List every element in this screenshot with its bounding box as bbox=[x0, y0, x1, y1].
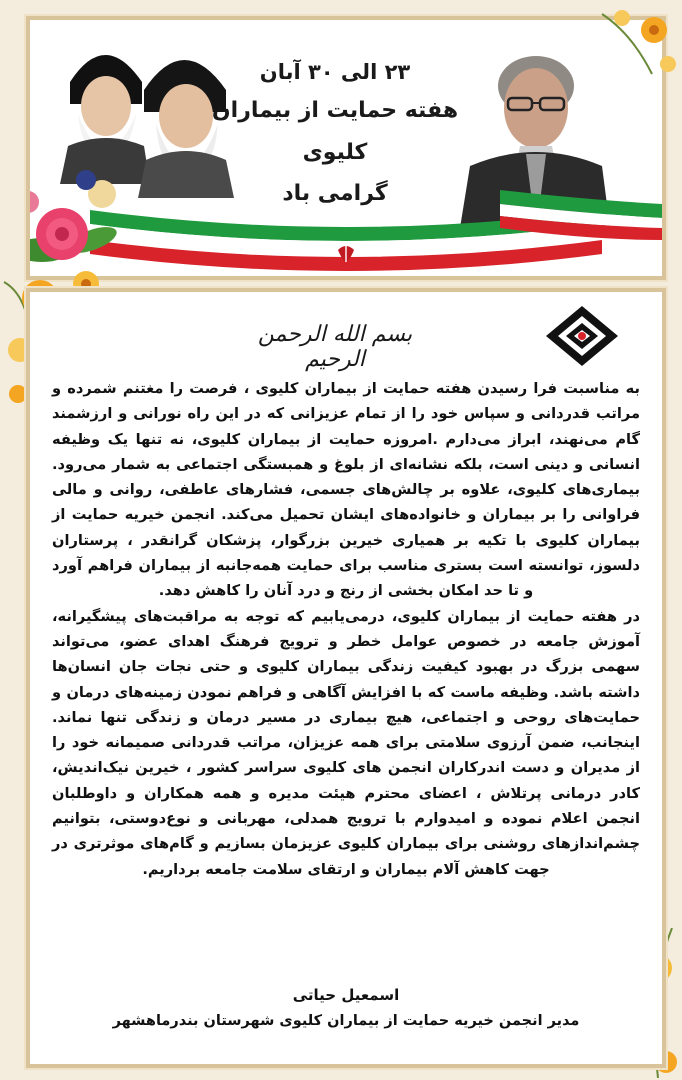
flower-bouquet-icon bbox=[26, 154, 122, 274]
signature-title: مدیر انجمن خیریه حمایت از بیماران کلیوی شهرستان بندرماهشهر bbox=[112, 1013, 580, 1029]
iran-flag-ribbon bbox=[30, 190, 662, 276]
basmala-calligraphy: بسم الله الرحمن الرحیم bbox=[257, 322, 413, 372]
letter-card bbox=[26, 288, 666, 1068]
association-logo-icon bbox=[540, 304, 624, 368]
flower-decoration-icon bbox=[592, 4, 680, 88]
paragraph: به مناسبت فرا رسیدن هفته حمایت از بیماران کلیوی ، فرصت را مغتنم شمرده و مراتب قدردانی و سپاس خود را از تمام عزیزانی که در این راه نورانی و ارزشمند گام می‌نهند، ابراز می‌دارم .امروزه حمایت از بیماران کلیوی، نه تنها یک وظیفه انسانی و دینی است، بلکه نشانه‌ای از بلوغ و همبستگی اجتماعی به شمار می‌رود. بیماری‌های کلیوی، علاوه بر چالش‌های جسمی، فشارهای عاطفی، روانی و مالی فراوانی را بر بیماران و خانواده‌های ایشان تحمیل می‌کند. انجمن خیریه حمایت از بیماران کلیوی با تکیه بر همیاری خیرین بزرگوار، پزشکان گرانقدر ، پرستاران دلسوز، توانسته است بستری مناسب برای حمایت همه‌جانبه از بیماران فراهم آورد و تا حد امکان بخشی از رنج و درد آنان را کاهش دهد. bbox=[52, 380, 640, 600]
week-title: هفته حمایت از بیماران کلیوی bbox=[211, 98, 459, 165]
letter-text bbox=[52, 376, 640, 882]
signature-block bbox=[52, 982, 640, 1034]
greeting-line: گرامی باد bbox=[282, 181, 388, 206]
header-card bbox=[26, 16, 666, 280]
paragraph: در هفته حمایت از بیماران کلیوی، درمی‌یابیم که توجه به مراقبت‌های پیشگیرانه، آموزش جامعه در خصوص عوامل خطر و ترویج فرهنگ اهدای عضو، می‌تواند سهمی بزرگ در بهبود کیفیت زندگی بیماران کلیوی و حتی نجات جان انسان‌ها داشته باشد. وظیفه ماست که با افزایش آگاهی و فراهم نمودن زمینه‌های درمان و حمایت‌های روحی و اجتماعی، هیچ بیماری در مسیر درمان و زندگی تنها نماند. اینجانب، ضمن آرزوی سلامتی برای همه عزیزان، مراتب قدردانی صمیمانه خود را از مدیران و دست اندرکاران انجمن های کلیوی سراسر کشور ، خیرین نیک‌اندیش، کادر درمانی پرتلاش ، اعضای محترم هیئت مدیره و همه همکاران و داوطلبان انجمن اعلام نموده و امیدوارم با ترویج همدلی، مهربانی و نوع‌دوستی، بتوانیم چشم‌اندازهای روشنی برای بیماران کلیوی عزیزمان بسازیم و گام‌های موثرتری در جهت کاهش آلام بیماران و ارتقای سلامت جامعه برداریم. bbox=[52, 607, 640, 878]
signature-name: اسمعیل حیاتی bbox=[292, 986, 400, 1004]
date-line: ۲۳ الی ۳۰ آبان bbox=[259, 60, 411, 84]
